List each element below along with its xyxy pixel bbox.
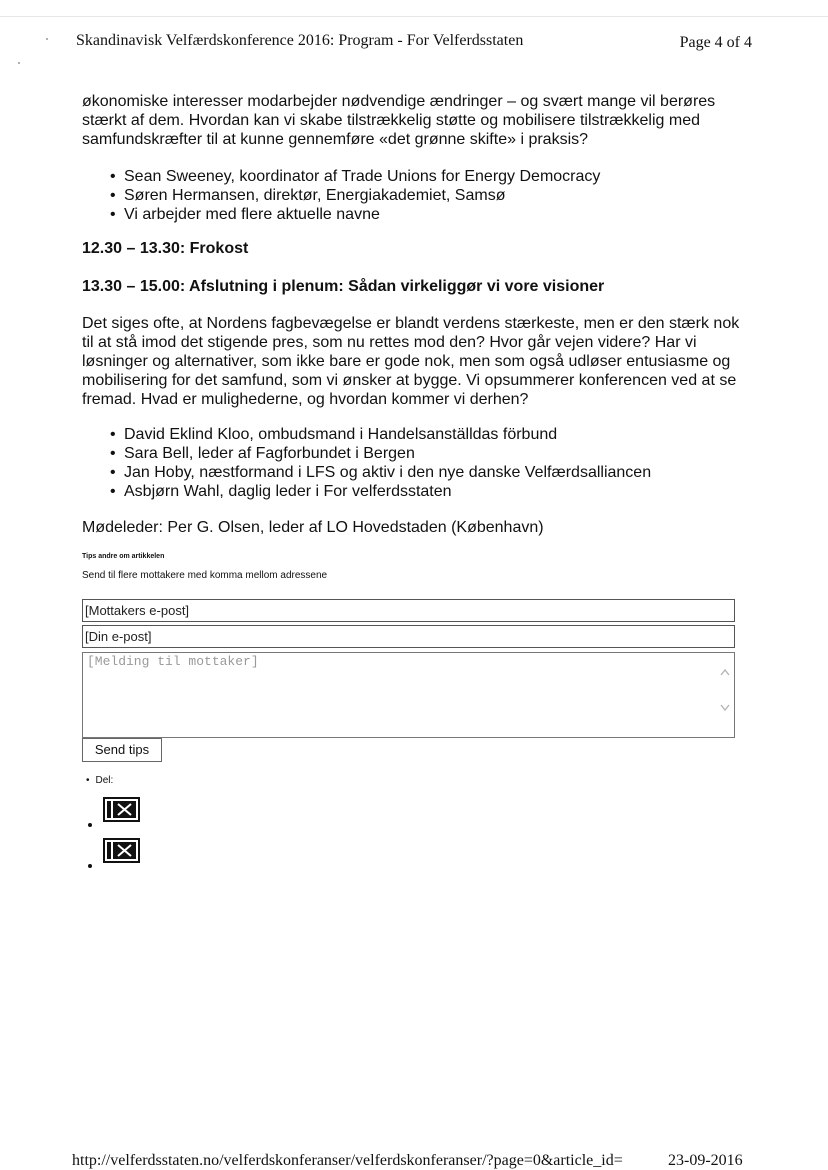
- list-item: • Vi arbejder med flere aktuelle navne: [110, 205, 600, 224]
- sender-email-input[interactable]: [Din e-post]: [82, 625, 735, 648]
- speaker-list-1: [110, 167, 600, 224]
- page-title: Skandinavisk Velfærdskonference 2016: Program - For Velferdsstaten: [76, 32, 524, 49]
- scan-speck: [46, 38, 48, 40]
- broken-image-icon[interactable]: [103, 838, 140, 863]
- send-tips-button[interactable]: Send tips: [82, 738, 162, 762]
- moderator-line: Mødeleder: Per G. Olsen, leder af LO Hovedstaden (København): [82, 519, 544, 536]
- broken-image-icon[interactable]: [103, 797, 140, 822]
- scan-speck: [18, 62, 20, 64]
- message-scrollbar[interactable]: [716, 653, 734, 737]
- bullet-icon: [88, 823, 92, 827]
- list-item: • David Eklind Kloo, ombudsmand i Handelsanställdas förbund: [110, 425, 651, 444]
- message-textarea[interactable]: [82, 652, 735, 738]
- footer-date: 23-09-2016: [668, 1152, 743, 1169]
- recipient-email-input[interactable]: [Mottakers e-post]: [82, 599, 735, 622]
- header-rule: [0, 16, 828, 17]
- footer-url: http://velferdsstaten.no/velferdskonferanser/velferdskonferanser/?page=0&article_id=: [72, 1152, 623, 1169]
- list-item: • Asbjørn Wahl, daglig leder i For velferdsstaten: [110, 482, 651, 501]
- list-item: • Søren Hermansen, direktør, Energiakademiet, Samsø: [110, 186, 600, 205]
- share-label: Del:: [95, 775, 114, 786]
- message-placeholder: [Melding til mottaker]: [87, 654, 259, 669]
- tips-heading: Tips andre om artikkelen: [82, 553, 165, 560]
- page-number: Page 4 of 4: [679, 34, 752, 51]
- session-heading-lunch: 12.30 – 13.30: Frokost: [82, 240, 249, 257]
- tips-subheading: Send til flere mottakere med komma mellom adressene: [82, 570, 328, 581]
- paragraph-plenum: Det siges ofte, at Nordens fagbevægelse er blandt verdens stærkeste, men er den stærk nok til at stå imod det stigende pres, som nu rettes mod den? Hvor går vejen videre? Har vi løsninger og alternativer, som ikke bare er gode nok, men som også udløser entusiasme og mobilisering for det samfund, som vi ønsker at bygge. Vi opsummerer konferencen ved at se fremad. Hvad er mulighederne, og hvordan kommer vi derhen?: [82, 315, 740, 408]
- bullet-icon: •: [86, 775, 90, 786]
- list-item: • Jan Hoby, næstformand i LFS og aktiv i den nye danske Velfærdsalliancen: [110, 463, 651, 482]
- session-heading-plenum: 13.30 – 15.00: Afslutning i plenum: Sådan virkeliggør vi vore visioner: [82, 278, 605, 295]
- paragraph-intro: økonomiske interesser modarbejder nødvendige ændringer – og svært mange vil berøres stærkt af dem. Hvordan kan vi skabe tilstrækkelig støtte og mobilisere tilstrækkelig med samfundskræfter til at kunne gennemføre «det grønne skifte» i praksis?: [82, 93, 716, 148]
- share-label-row: [86, 775, 113, 786]
- scroll-down-icon[interactable]: [720, 703, 730, 715]
- bullet-icon: [88, 864, 92, 868]
- list-item: • Sara Bell, leder af Fagforbundet i Bergen: [110, 444, 651, 463]
- scroll-up-icon[interactable]: [720, 667, 730, 679]
- list-item: • Sean Sweeney, koordinator af Trade Unions for Energy Democracy: [110, 167, 600, 186]
- speaker-list-2: [110, 425, 651, 501]
